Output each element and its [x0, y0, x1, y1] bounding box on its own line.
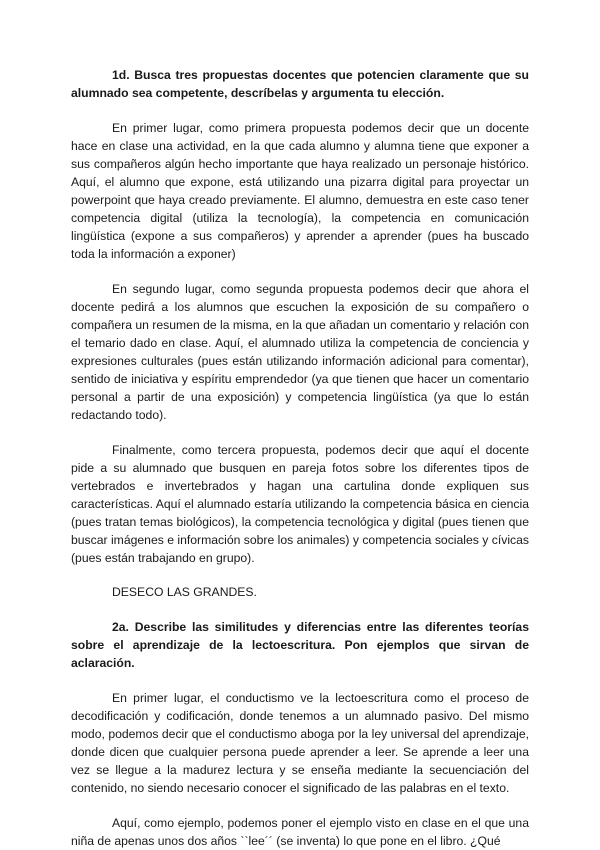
- section-2a-paragraph-1: En primer lugar, el conductismo ve la lectoescritura como el proceso de decodificación y codificación, donde tenemos a un alumnado pasivo. Del mismo modo, podemos decir que el conductismo aboga por la ley universal del aprendizaje, donde dicen que cualquier persona puede aprender a leer. Se aprende a leer una vez se llegue a la madurez lectura y se enseña mediante la secuenciación del contenido, no siendo necesario conocer el significado de las palabras en el texto.: [71, 691, 529, 795]
- section-2a-paragraph-2: Aquí, como ejemplo, podemos poner el ejemplo visto en clase en el que una niña de apenas unos dos años ``lee´´ (se inventa) lo que pone en el libro. ¿Qué: [71, 816, 529, 848]
- document-page: [71, 66, 529, 850]
- section-1d-paragraph-2: En segundo lugar, como segunda propuesta podemos decir que ahora el docente pedirá a los alumnos que escuchen la exposición de su compañero o compañera un resumen de la misma, en la que añadan un comentario y relación con el temario dado en clase. Aquí, el alumnado utiliza la competencia de conciencia y expresiones culturales (pues están utilizando información adicional para comentar), sentido de iniciativa y espíritu emprendedor (ya que tienen que hacer un comentario personal a partir de una exposición) y competencia lingüística (ya que lo están redactando todo).: [71, 282, 529, 422]
- section-1d-signoff: DESECO LAS GRANDES.: [112, 585, 257, 599]
- section-1d-heading: 1d. Busca tres propuestas docentes que potencien claramente que su alumnado sea competente, descríbelas y argumenta tu elección.: [71, 68, 529, 100]
- section-1d-paragraph-1: En primer lugar, como primera propuesta podemos decir que un docente hace en clase una actividad, en la que cada alumno y alumna tiene que exponer a sus compañeros algún hecho importante que haya realizado un personaje histórico. Aquí, el alumno que expone, está utilizando una pizarra digital para proyectar un powerpoint que haya creado previamente. El alumno, demuestra en este caso tener competencia digital (utiliza la tecnología), la competencia en comunicación lingüística (expone a sus compañeros) y aprender a aprender (pues ha buscado toda la información a exponer): [71, 121, 529, 261]
- section-1d-paragraph-3: Finalmente, como tercera propuesta, podemos decir que aquí el docente pide a su alumnado que busquen en pareja fotos sobre los diferentes tipos de vertebrados e invertebrados y hagan una cartulina donde expliquen sus características. Aquí el alumnado estaría utilizando la competencia básica en ciencia (pues tratan temas biológicos), la competencia tecnológica y digital (pues tienen que buscar imágenes e información sobre los animales) y competencia sociales y cívicas (pues están trabajando en grupo).: [71, 443, 529, 565]
- section-2a-heading: 2a. Describe las similitudes y diferencias entre las diferentes teorías sobre el aprendizaje de la lectoescritura. Pon ejemplos que sirvan de aclaración.: [71, 620, 529, 670]
